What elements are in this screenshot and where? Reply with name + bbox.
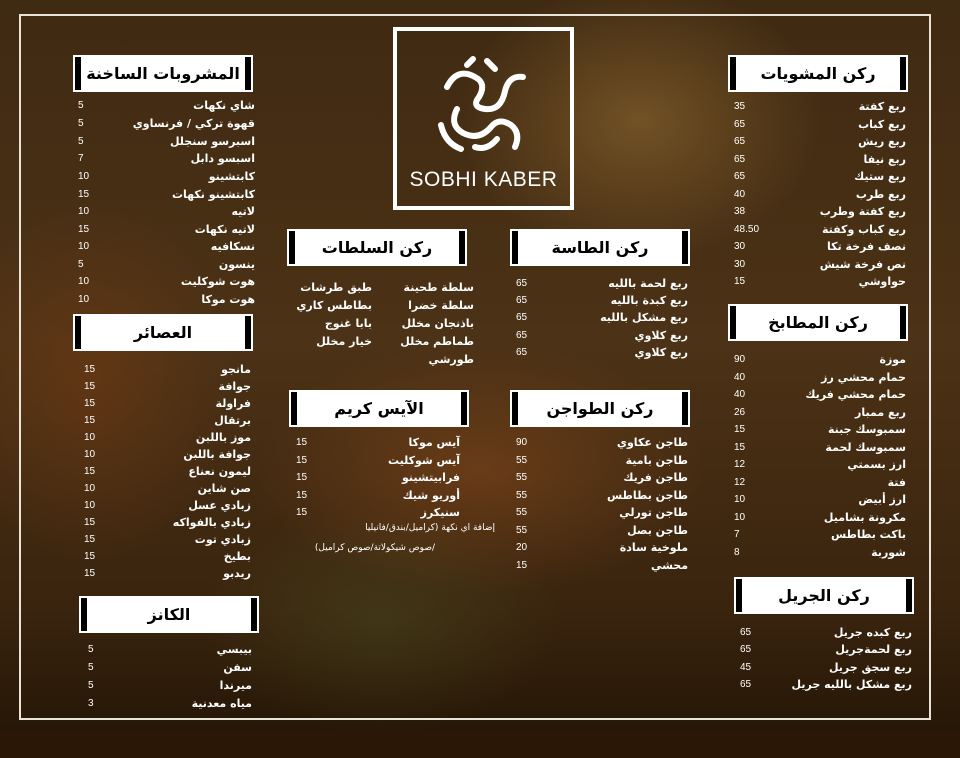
list-item [78,186,255,204]
item-name: ارز بسمتي [847,458,906,471]
item-price: 55 [516,455,528,466]
item-name: حمام محشي فريك [805,388,906,401]
item-price: 15 [296,455,308,466]
item-price: 15 [84,398,96,409]
list-item [78,133,255,151]
list-item [734,186,906,204]
item-name: ينسون [218,258,255,271]
item-name: اسبسو دابل [190,152,255,165]
list-item [84,446,251,464]
list-item [78,256,255,274]
item-name: فرابيتشينو [402,471,460,484]
item-name: فتة [887,476,906,489]
list-item [516,504,688,522]
item-name: برتقال [214,414,251,427]
item-price: 10 [734,494,746,505]
item-name: ربع كلاوي [634,346,688,359]
item-price: 7 [734,529,740,540]
ice-cream-note: إضافة اي نكهة (كراميل/بندق/فانيليا [365,523,495,533]
item-price: 45 [740,662,752,673]
item-name: ربع سجق جريل [828,661,912,674]
item-price: 40 [734,389,746,400]
item-price: 65 [516,312,528,323]
salad-item: سلطة خضرا [408,299,474,312]
item-name: زبادي بالفواكه [172,516,251,529]
list-item [734,509,906,527]
item-name: اسبرسو سنجلل [169,135,255,148]
list-item [516,452,688,470]
list-item [740,641,912,659]
item-price: 55 [516,507,528,518]
list-item [516,309,688,327]
item-price: 10 [84,449,96,460]
list-item [78,150,255,168]
item-name: مياه معدنية [191,697,252,710]
item-name: آيس موكا [408,436,460,449]
item-name: سنيكرز [420,506,460,519]
list-item [734,238,906,256]
list-item [84,531,251,549]
list-item [740,659,912,677]
item-name: ربع لحمة بالليه [608,277,688,290]
list-item [734,404,906,422]
list-item [88,641,252,659]
item-price: 65 [516,347,528,358]
item-price: 15 [84,517,96,528]
list-item [734,544,906,562]
item-name: ربع مشكل بالليه [600,311,688,324]
item-price: 65 [516,330,528,341]
item-price: 10 [84,500,96,511]
item-price: 65 [740,679,752,690]
juices-header: العصائر [75,316,251,349]
list-item [78,291,255,309]
list-item [734,133,906,151]
item-name: ربع ستيك [854,170,906,183]
item-price: 15 [84,568,96,579]
item-name: جوافة باللبن [183,448,251,461]
list-item [516,522,688,540]
item-name: فراولة [215,397,251,410]
list-item [296,434,460,452]
item-name: حمام محشي رز [821,371,906,384]
list-item [734,439,906,457]
item-price: 12 [734,477,746,488]
item-price: 5 [78,118,84,129]
list-item [734,369,906,387]
item-name: بطيخ [223,550,251,563]
list-item [516,292,688,310]
list-item [516,344,688,362]
item-name: ملوخية سادة [619,541,688,554]
list-item [78,238,255,256]
item-price: 15 [734,442,746,453]
list-item [88,659,252,677]
list-item [296,504,460,522]
salad-item: سلطة طحينة [403,281,474,294]
list-item [84,480,251,498]
list-item [734,386,906,404]
item-name: سفن [223,661,252,674]
item-name: ربع كباب [858,118,906,131]
item-name: ربع ريش [858,135,906,148]
brand-logo [393,27,574,210]
item-name: نسكافيه [210,240,255,253]
list-item [78,221,255,239]
item-price: 10 [78,171,90,182]
item-name: ربع كبدة بالليه [610,294,688,307]
list-item [734,98,906,116]
item-price: 10 [78,294,90,305]
item-name: قهوة تركي / فرنساوي [132,117,255,130]
item-name: شوربة [871,546,906,559]
item-price: 7 [78,153,84,164]
item-price: 65 [740,644,752,655]
item-name: طاجن عكاوي [616,436,688,449]
list-item [78,115,255,133]
grills-header: ركن المشويات [730,57,906,90]
list-item [734,203,906,221]
list-item [516,469,688,487]
item-name: حواوشي [858,275,906,288]
item-price: 65 [734,136,746,147]
list-item [84,565,251,583]
item-name: شاي نكهات [193,99,255,112]
list-item [740,624,912,642]
item-price: 10 [78,206,90,217]
item-name: لاتيه [231,205,255,218]
item-name: طاجن بطاطس [606,489,688,502]
item-name: نص فرخة شيش [819,258,906,271]
item-price: 15 [84,415,96,426]
item-price: 55 [516,490,528,501]
cans-header: الكانز [81,598,257,631]
salad-item: طبق طرشات [300,281,372,294]
list-item [734,491,906,509]
pan-header: ركن الطاسة [512,231,688,264]
list-item [734,526,906,544]
item-name: لاتيه نكهات [194,223,255,236]
item-price: 8 [734,547,740,558]
list-item [84,548,251,566]
item-name: ربع كلاوي [634,329,688,342]
item-price: 30 [734,259,746,270]
item-price: 15 [734,424,746,435]
item-price: 15 [78,224,90,235]
item-price: 5 [88,644,94,655]
list-item [84,514,251,532]
ice-cream-header: الآيس كريم [291,392,467,425]
list-item [84,463,251,481]
item-price: 10 [84,483,96,494]
item-price: 65 [734,119,746,130]
calligraphy-logo-icon [427,47,542,162]
item-price: 5 [88,662,94,673]
item-name: ربع طرب [855,188,906,201]
item-name: هوت موكا [201,293,255,306]
item-name: موزة [879,353,906,366]
item-name: جوافة [218,380,251,393]
item-name: أوريو شيك [402,489,460,502]
salad-item: بطاطس كاري [296,299,372,312]
list-item [516,487,688,505]
item-name: طاجن فريك [623,471,688,484]
list-item [734,421,906,439]
item-price: 10 [734,512,746,523]
item-name: ربع كبده جريل [833,626,912,639]
list-item [734,256,906,274]
item-price: 5 [78,136,84,147]
item-price: 10 [78,241,90,252]
list-item [516,434,688,452]
item-name: طاجن بصل [627,524,688,537]
item-price: 12 [734,459,746,470]
item-price: 5 [88,680,94,691]
list-item [84,412,251,430]
item-name: كابتشينو نكهات [171,188,255,201]
list-item [296,452,460,470]
item-price: 65 [740,627,752,638]
item-price: 48.50 [734,224,760,235]
brand-name: SOBHI KABER [409,168,558,191]
item-price: 3 [88,698,94,709]
list-item [78,97,255,115]
item-price: 65 [516,295,528,306]
item-name: ريدبو [223,567,251,580]
item-price: 55 [516,472,528,483]
item-name: ربع ممبار [855,406,906,419]
list-item [84,361,251,379]
tagines-header: ركن الطواجن [512,392,688,425]
item-name: مكرونة بشاميل [823,511,906,524]
list-item [734,116,906,134]
list-item [734,474,906,492]
item-name: كابتشينو [208,170,255,183]
item-name: بيبسي [216,643,252,656]
item-name: ربع كباب وكفتة [821,223,906,236]
item-price: 90 [734,354,746,365]
item-name: باكت بطاطس [830,528,906,541]
item-price: 15 [296,437,308,448]
list-item [84,429,251,447]
salad-item: بابا غنوج [324,317,372,330]
item-price: 15 [296,507,308,518]
item-price: 65 [734,154,746,165]
item-price: 10 [84,432,96,443]
item-price: 26 [734,407,746,418]
salad-item: خيار مخلل [316,335,372,348]
list-item [296,487,460,505]
item-name: ميرندا [219,679,252,692]
salad-item: طورشي [428,353,474,366]
item-name: زبادي عسل [188,499,251,512]
item-price: 15 [296,490,308,501]
item-price: 15 [296,472,308,483]
list-item [734,351,906,369]
item-price: 15 [84,551,96,562]
item-name: ربع كفتة [858,100,906,113]
list-item [740,676,912,694]
item-price: 55 [516,525,528,536]
item-price: 35 [734,101,746,112]
item-price: 5 [78,100,84,111]
griddle-header: ركن الجريل [736,579,912,612]
list-item [516,327,688,345]
item-name: زبادي توت [194,533,251,546]
bottom-band [0,730,960,758]
item-price: 65 [516,278,528,289]
item-name: طاجن بامية [625,454,688,467]
item-name: مانجو [221,363,251,376]
list-item [84,378,251,396]
item-price: 15 [734,276,746,287]
list-item [734,456,906,474]
salad-item: باذنجان مخلل [401,317,474,330]
item-price: 90 [516,437,528,448]
list-item [516,275,688,293]
item-price: 65 [734,171,746,182]
item-name: محشي [650,559,688,572]
item-price: 30 [734,241,746,252]
item-price: 38 [734,206,746,217]
item-price: 15 [84,364,96,375]
list-item [78,168,255,186]
item-price: 10 [78,276,90,287]
item-price: 15 [84,381,96,392]
item-name: موز باللبن [195,431,251,444]
item-name: ربع كفتة وطرب [819,205,906,218]
item-price: 40 [734,189,746,200]
item-name: صن شاين [197,482,251,495]
item-price: 20 [516,542,528,553]
item-price: 40 [734,372,746,383]
item-name: سمبوسك لحمة [825,441,906,454]
item-name: سمبوسك جبنة [827,423,906,436]
item-name: ارز أبيض [858,493,906,506]
salads-header: ركن السلطات [289,231,465,264]
list-item [734,273,906,291]
list-item [84,497,251,515]
item-name: ربع لحمةجريل [835,643,912,656]
list-item [84,395,251,413]
item-price: 15 [84,466,96,477]
item-name: آيس شوكليت [387,454,460,467]
item-name: طاجن تورلي [619,506,688,519]
item-name: ربع مشكل بالليه جريل [791,678,912,691]
item-name: نصف فرخة تكا [826,240,906,253]
ice-cream-note: /صوص شيكولاتة/صوص كراميل) [314,543,435,553]
list-item [734,168,906,186]
kitchen-header: ركن المطابخ [730,306,906,339]
list-item [296,469,460,487]
list-item [516,557,688,575]
salad-item: طماطم مخلل [400,335,474,348]
item-price: 5 [78,259,84,270]
item-name: ربع نيفا [863,153,906,166]
list-item [88,677,252,695]
list-item [78,203,255,221]
list-item [78,273,255,291]
item-price: 15 [84,534,96,545]
list-item [734,221,906,239]
list-item [734,151,906,169]
item-price: 15 [516,560,528,571]
list-item [88,695,252,713]
item-price: 15 [78,189,90,200]
list-item [516,539,688,557]
hot-drinks-header: المشروبات الساخنة [75,57,251,90]
item-name: ليمون نعناع [188,465,251,478]
item-name: هوت شوكليت [180,275,255,288]
